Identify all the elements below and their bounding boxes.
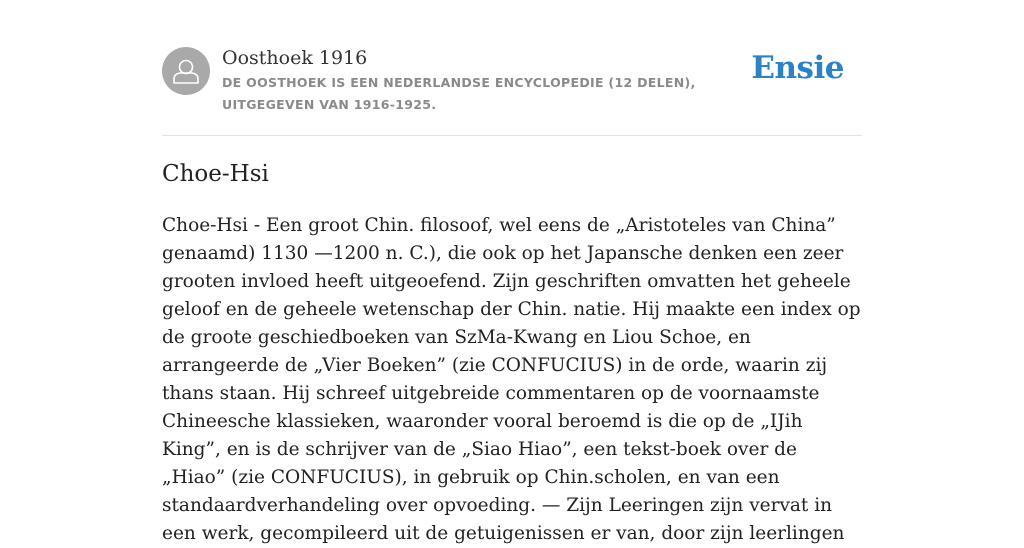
ensie-logo[interactable]: Ensie — [751, 50, 844, 86]
user-avatar-icon — [162, 47, 210, 95]
source-header — [162, 46, 862, 116]
source-description: DE OOSTHOEK IS EEN NEDERLANDSE ENCYCLOPEDIE (12 DELEN), UITGEGEVEN VAN 1916-1925. — [222, 75, 696, 112]
header-divider — [162, 135, 862, 136]
entry-body: Choe-Hsi - Een groot Chin. filosoof, wel eens de „Aristoteles van China” genaamd) 1130 —1200 n. C.), die ook op het Japansche denken een zeer grooten invloed heeft uitgeoefend. Zijn geschriften omvatten het geheele geloof en de geheele wetenschap der Chin. natie. Hij maakte een index op de groote geschiedboeken van SzMa-Kwang en Liou Schoe, en arrangeerde de „Vier Boeken” (zie CONFUCIUS) in de orde, waarin zij thans staan. Hij schreef uitgebreide commentaren op de voornaamste Chineesche klassieken, waaronder vooral beroemd is die op de „IJih King”, en is de schrijver van de „Siao Hiao”, een tekst-boek over de „Hiao” (zie CONFUCIUS), in gebruik op Chin.scholen, en van een standaardverhandeling over opvoeding. — Zijn Leeringen zijn vervat in een werk, gecompileerd uit de getuigenissen er van, door zijn leerlingen — [162, 215, 861, 544]
entry-title: Choe-Hsi — [162, 161, 269, 187]
source-title[interactable]: Oosthoek 1916 — [222, 47, 368, 69]
source-avatar[interactable] — [162, 47, 210, 95]
